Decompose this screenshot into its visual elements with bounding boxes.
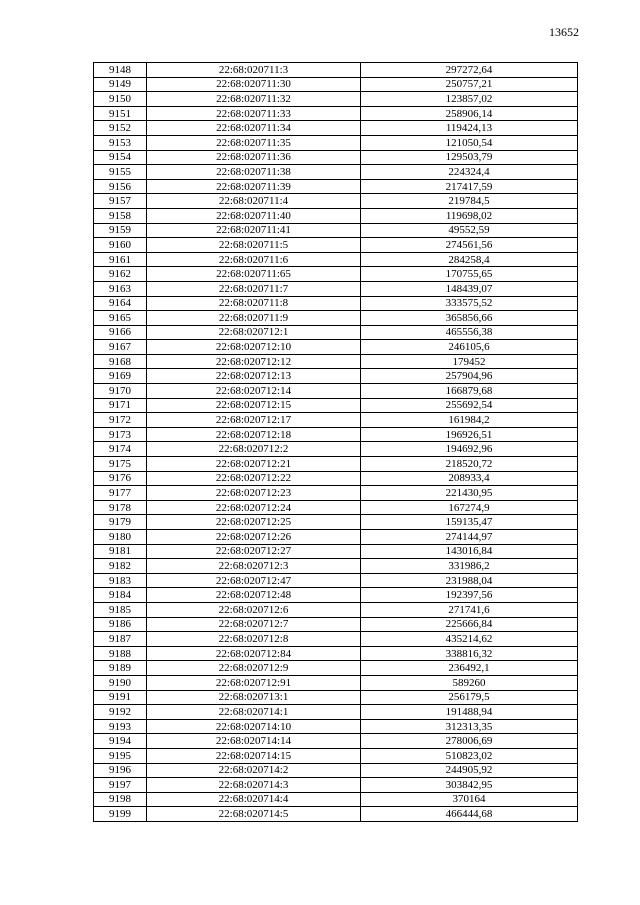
value-cell: 167274,9: [361, 500, 578, 515]
table-row: [94, 340, 578, 355]
cadastral-number-cell: 22:68:020712:13: [147, 369, 361, 384]
table-row: [94, 530, 578, 545]
cadastral-number-cell: 22:68:020712:17: [147, 413, 361, 428]
table-row: [94, 325, 578, 340]
cadastral-number-cell: 22:68:020712:14: [147, 384, 361, 399]
value-cell: 312313,35: [361, 719, 578, 734]
row-number-cell: 9192: [94, 705, 147, 720]
table-row: [94, 442, 578, 457]
value-cell: 338816,32: [361, 646, 578, 661]
value-cell: 333575,52: [361, 296, 578, 311]
cadastral-number-cell: 22:68:020712:10: [147, 340, 361, 355]
value-cell: 221430,95: [361, 486, 578, 501]
value-cell: 224324,4: [361, 165, 578, 180]
value-cell: 274561,56: [361, 238, 578, 253]
value-cell: 143016,84: [361, 544, 578, 559]
row-number-cell: 9159: [94, 223, 147, 238]
value-cell: 225666,84: [361, 617, 578, 632]
table-row: [94, 267, 578, 282]
row-number-cell: 9160: [94, 238, 147, 253]
value-cell: 129503,79: [361, 150, 578, 165]
cadastral-number-cell: 22:68:020711:9: [147, 311, 361, 326]
cadastral-number-cell: 22:68:020711:39: [147, 179, 361, 194]
table-row: [94, 632, 578, 647]
cadastral-number-cell: 22:68:020712:12: [147, 354, 361, 369]
cadastral-number-cell: 22:68:020712:7: [147, 617, 361, 632]
cadastral-number-cell: 22:68:020711:35: [147, 135, 361, 150]
row-number-cell: 9172: [94, 413, 147, 428]
value-cell: 278006,69: [361, 734, 578, 749]
value-cell: 119424,13: [361, 121, 578, 136]
row-number-cell: 9151: [94, 106, 147, 121]
row-number-cell: 9183: [94, 573, 147, 588]
cadastral-number-cell: 22:68:020711:4: [147, 194, 361, 209]
value-cell: 170755,65: [361, 267, 578, 282]
table-row: [94, 807, 578, 822]
cadastral-number-cell: 22:68:020712:47: [147, 573, 361, 588]
table-row: [94, 77, 578, 92]
cadastral-number-cell: 22:68:020711:30: [147, 77, 361, 92]
table-row: [94, 223, 578, 238]
row-number-cell: 9188: [94, 646, 147, 661]
table-row: [94, 208, 578, 223]
value-cell: 231988,04: [361, 573, 578, 588]
value-cell: 258906,14: [361, 106, 578, 121]
table-row: [94, 369, 578, 384]
table-row: [94, 238, 578, 253]
row-number-cell: 9199: [94, 807, 147, 822]
row-number-cell: 9167: [94, 340, 147, 355]
value-cell: 161984,2: [361, 413, 578, 428]
value-cell: 510823,02: [361, 748, 578, 763]
row-number-cell: 9181: [94, 544, 147, 559]
cadastral-number-cell: 22:68:020711:36: [147, 150, 361, 165]
value-cell: 196926,51: [361, 427, 578, 442]
value-cell: 465556,38: [361, 325, 578, 340]
value-cell: 191488,94: [361, 705, 578, 720]
cadastral-number-cell: 22:68:020714:1: [147, 705, 361, 720]
table-row: [94, 486, 578, 501]
cadastral-number-cell: 22:68:020711:8: [147, 296, 361, 311]
row-number-cell: 9148: [94, 63, 147, 78]
row-number-cell: 9157: [94, 194, 147, 209]
row-number-cell: 9175: [94, 457, 147, 472]
row-number-cell: 9176: [94, 471, 147, 486]
row-number-cell: 9162: [94, 267, 147, 282]
table-row: [94, 602, 578, 617]
cadastral-number-cell: 22:68:020712:21: [147, 457, 361, 472]
table-row: [94, 544, 578, 559]
table-row: [94, 398, 578, 413]
row-number-cell: 9152: [94, 121, 147, 136]
row-number-cell: 9186: [94, 617, 147, 632]
row-number-cell: 9197: [94, 778, 147, 793]
row-number-cell: 9198: [94, 792, 147, 807]
page-number: 13652: [549, 25, 579, 39]
cadastral-number-cell: 22:68:020712:1: [147, 325, 361, 340]
cadastral-number-cell: 22:68:020711:34: [147, 121, 361, 136]
value-cell: 159135,47: [361, 515, 578, 530]
row-number-cell: 9164: [94, 296, 147, 311]
row-number-cell: 9180: [94, 530, 147, 545]
table-row: [94, 515, 578, 530]
row-number-cell: 9168: [94, 354, 147, 369]
row-number-cell: 9150: [94, 92, 147, 107]
row-number-cell: 9169: [94, 369, 147, 384]
row-number-cell: 9194: [94, 734, 147, 749]
row-number-cell: 9153: [94, 135, 147, 150]
row-number-cell: 9185: [94, 602, 147, 617]
value-cell: 244905,92: [361, 763, 578, 778]
row-number-cell: 9191: [94, 690, 147, 705]
cadastral-number-cell: 22:68:020712:23: [147, 486, 361, 501]
row-number-cell: 9163: [94, 281, 147, 296]
value-cell: 119698,02: [361, 208, 578, 223]
cadastral-number-cell: 22:68:020712:22: [147, 471, 361, 486]
cadastral-number-cell: 22:68:020712:3: [147, 559, 361, 574]
row-number-cell: 9149: [94, 77, 147, 92]
row-number-cell: 9170: [94, 384, 147, 399]
row-number-cell: 9195: [94, 748, 147, 763]
row-number-cell: 9154: [94, 150, 147, 165]
cadastral-number-cell: 22:68:020714:5: [147, 807, 361, 822]
value-cell: 217417,59: [361, 179, 578, 194]
row-number-cell: 9158: [94, 208, 147, 223]
table-row: [94, 646, 578, 661]
cadastral-number-cell: 22:68:020714:15: [147, 748, 361, 763]
row-number-cell: 9187: [94, 632, 147, 647]
value-cell: 121050,54: [361, 135, 578, 150]
value-cell: 303842,95: [361, 778, 578, 793]
row-number-cell: 9161: [94, 252, 147, 267]
table-row: [94, 661, 578, 676]
value-cell: 589260: [361, 675, 578, 690]
table-row: [94, 748, 578, 763]
table-row: [94, 150, 578, 165]
row-number-cell: 9189: [94, 661, 147, 676]
cadastral-number-cell: 22:68:020712:6: [147, 602, 361, 617]
cadastral-number-cell: 22:68:020712:2: [147, 442, 361, 457]
table-row: [94, 675, 578, 690]
row-number-cell: 9173: [94, 427, 147, 442]
value-cell: 166879,68: [361, 384, 578, 399]
cadastral-number-cell: 22:68:020711:3: [147, 63, 361, 78]
value-cell: 255692,54: [361, 398, 578, 413]
cadastral-number-cell: 22:68:020712:25: [147, 515, 361, 530]
table-row: [94, 281, 578, 296]
cadastral-number-cell: 22:68:020712:27: [147, 544, 361, 559]
cadastral-number-cell: 22:68:020712:8: [147, 632, 361, 647]
table-row: [94, 252, 578, 267]
cadastral-number-cell: 22:68:020712:15: [147, 398, 361, 413]
cadastral-number-cell: 22:68:020712:48: [147, 588, 361, 603]
cadastral-number-cell: 22:68:020711:6: [147, 252, 361, 267]
cadastral-number-cell: 22:68:020714:14: [147, 734, 361, 749]
row-number-cell: 9182: [94, 559, 147, 574]
value-cell: 370164: [361, 792, 578, 807]
cadastral-number-cell: 22:68:020714:2: [147, 763, 361, 778]
row-number-cell: 9179: [94, 515, 147, 530]
table-row: [94, 179, 578, 194]
table-row: [94, 734, 578, 749]
table-row: [94, 135, 578, 150]
table-row: [94, 778, 578, 793]
table-row: [94, 559, 578, 574]
cadastral-number-cell: 22:68:020711:38: [147, 165, 361, 180]
table-row: [94, 63, 578, 78]
value-cell: 123857,02: [361, 92, 578, 107]
row-number-cell: 9193: [94, 719, 147, 734]
table-row: [94, 194, 578, 209]
row-number-cell: 9156: [94, 179, 147, 194]
row-number-cell: 9165: [94, 311, 147, 326]
table-row: [94, 573, 578, 588]
cadastral-number-cell: 22:68:020711:32: [147, 92, 361, 107]
value-cell: 250757,21: [361, 77, 578, 92]
table-row: [94, 471, 578, 486]
value-cell: 435214,62: [361, 632, 578, 647]
value-cell: 466444,68: [361, 807, 578, 822]
value-cell: 271741,6: [361, 602, 578, 617]
value-cell: 256179,5: [361, 690, 578, 705]
cadastral-number-cell: 22:68:020714:10: [147, 719, 361, 734]
table-row: [94, 92, 578, 107]
value-cell: 218520,72: [361, 457, 578, 472]
value-cell: 192397,56: [361, 588, 578, 603]
value-cell: 179452: [361, 354, 578, 369]
cadastral-number-cell: 22:68:020712:26: [147, 530, 361, 545]
cadastral-number-cell: 22:68:020711:41: [147, 223, 361, 238]
table-row: [94, 500, 578, 515]
cadastral-number-cell: 22:68:020711:40: [147, 208, 361, 223]
value-cell: 236492,1: [361, 661, 578, 676]
value-cell: 257904,96: [361, 369, 578, 384]
row-number-cell: 9196: [94, 763, 147, 778]
cadastral-number-cell: 22:68:020712:18: [147, 427, 361, 442]
data-table: [93, 62, 578, 822]
table-row: [94, 792, 578, 807]
table-row: [94, 617, 578, 632]
table-row: [94, 121, 578, 136]
value-cell: 219784,5: [361, 194, 578, 209]
table-row: [94, 311, 578, 326]
value-cell: 331986,2: [361, 559, 578, 574]
table-row: [94, 763, 578, 778]
cadastral-number-cell: 22:68:020711:65: [147, 267, 361, 282]
cadastral-number-cell: 22:68:020713:1: [147, 690, 361, 705]
table-row: [94, 690, 578, 705]
table-row: [94, 457, 578, 472]
table-row: [94, 165, 578, 180]
cadastral-number-cell: 22:68:020711:33: [147, 106, 361, 121]
value-cell: 148439,07: [361, 281, 578, 296]
value-cell: 208933,4: [361, 471, 578, 486]
value-cell: 297272,64: [361, 63, 578, 78]
table-row: [94, 354, 578, 369]
row-number-cell: 9184: [94, 588, 147, 603]
row-number-cell: 9178: [94, 500, 147, 515]
cadastral-number-cell: 22:68:020712:91: [147, 675, 361, 690]
value-cell: 274144,97: [361, 530, 578, 545]
cadastral-number-cell: 22:68:020711:5: [147, 238, 361, 253]
cadastral-number-cell: 22:68:020712:84: [147, 646, 361, 661]
table-row: [94, 719, 578, 734]
row-number-cell: 9166: [94, 325, 147, 340]
table-row: [94, 106, 578, 121]
table-row: [94, 705, 578, 720]
table-row: [94, 413, 578, 428]
row-number-cell: 9190: [94, 675, 147, 690]
cadastral-number-cell: 22:68:020711:7: [147, 281, 361, 296]
table-body: [94, 63, 578, 822]
cadastral-number-cell: 22:68:020712:24: [147, 500, 361, 515]
value-cell: 284258,4: [361, 252, 578, 267]
cadastral-number-cell: 22:68:020714:3: [147, 778, 361, 793]
value-cell: 49552,59: [361, 223, 578, 238]
row-number-cell: 9171: [94, 398, 147, 413]
row-number-cell: 9174: [94, 442, 147, 457]
value-cell: 194692,96: [361, 442, 578, 457]
row-number-cell: 9155: [94, 165, 147, 180]
cadastral-number-cell: 22:68:020714:4: [147, 792, 361, 807]
table-row: [94, 588, 578, 603]
cadastral-number-cell: 22:68:020712:9: [147, 661, 361, 676]
row-number-cell: 9177: [94, 486, 147, 501]
value-cell: 365856,66: [361, 311, 578, 326]
table-row: [94, 296, 578, 311]
value-cell: 246105,6: [361, 340, 578, 355]
table-row: [94, 384, 578, 399]
table-row: [94, 427, 578, 442]
